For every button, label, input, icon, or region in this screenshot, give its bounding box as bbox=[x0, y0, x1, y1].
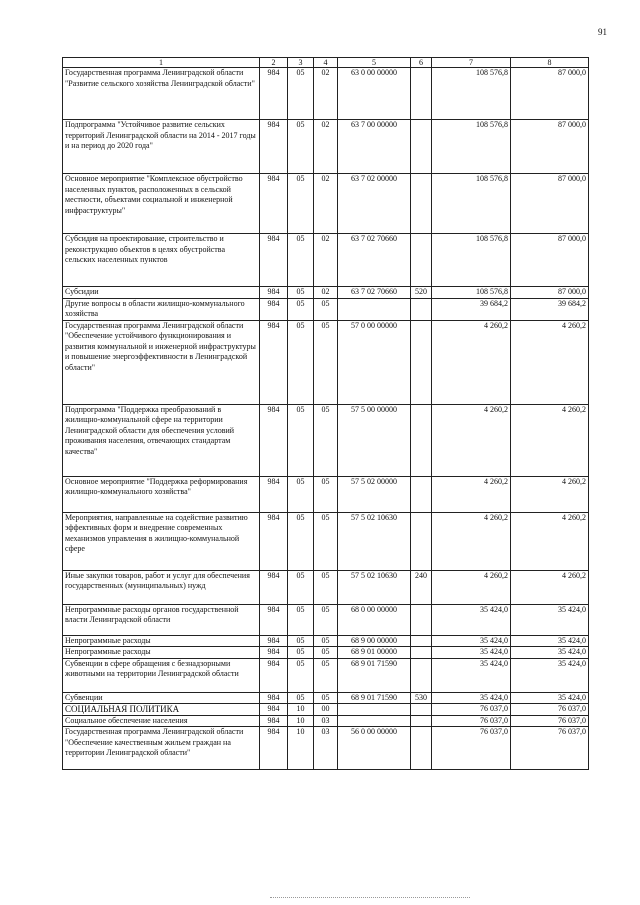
table-row bbox=[63, 120, 589, 174]
subsection-code-cell: 05 bbox=[314, 604, 338, 635]
table-row bbox=[63, 404, 589, 476]
row-name-cell: Мероприятия, направленные на содействие развитию эффективных форм и внедрение современных механизмов управления в жилищно-коммунальной сфере bbox=[63, 512, 260, 570]
section-code-cell: 05 bbox=[288, 320, 314, 404]
amount-year2-cell: 87 000,0 bbox=[511, 287, 589, 299]
amount-year1-cell: 4 260,2 bbox=[432, 570, 511, 604]
expense-type-cell bbox=[411, 647, 432, 659]
expense-type-cell bbox=[411, 512, 432, 570]
amount-year2-cell: 4 260,2 bbox=[511, 404, 589, 476]
expense-type-cell bbox=[411, 404, 432, 476]
section-code-cell: 05 bbox=[288, 658, 314, 692]
table-row bbox=[63, 68, 589, 120]
target-article-cell: 68 9 01 71590 bbox=[338, 692, 411, 704]
amount-year2-cell: 87 000,0 bbox=[511, 68, 589, 120]
target-article-cell: 57 5 02 00000 bbox=[338, 476, 411, 512]
ministry-code-cell: 984 bbox=[260, 647, 288, 659]
row-name-cell: Субсидия на проектирование, строительство и реконструкцию объектов в целях обустройства сельских населенных пунктов bbox=[63, 234, 260, 287]
table-row bbox=[63, 715, 589, 727]
row-name-cell: Подпрограмма "Поддержка преобразований в жилищно-коммунальной сфере на территории Ленинградской области для обеспечения условий проживания населения, отвечающих стандартам качества" bbox=[63, 404, 260, 476]
amount-year2-cell: 35 424,0 bbox=[511, 604, 589, 635]
section-code-cell: 10 bbox=[288, 715, 314, 727]
expense-type-cell bbox=[411, 234, 432, 287]
target-article-cell: 63 7 02 00000 bbox=[338, 174, 411, 234]
row-name-cell: Субсидии bbox=[63, 287, 260, 299]
expense-type-cell: 520 bbox=[411, 287, 432, 299]
amount-year1-cell: 108 576,8 bbox=[432, 174, 511, 234]
subsection-code-cell: 02 bbox=[314, 234, 338, 287]
col-header: 4 bbox=[314, 58, 338, 68]
expense-type-cell bbox=[411, 68, 432, 120]
amount-year1-cell: 4 260,2 bbox=[432, 320, 511, 404]
col-header: 7 bbox=[432, 58, 511, 68]
section-code-cell: 10 bbox=[288, 704, 314, 716]
amount-year2-cell: 39 684,2 bbox=[511, 298, 589, 320]
table-row bbox=[63, 570, 589, 604]
target-article-cell: 63 7 00 00000 bbox=[338, 120, 411, 174]
target-article-cell: 63 7 02 70660 bbox=[338, 234, 411, 287]
ministry-code-cell: 984 bbox=[260, 298, 288, 320]
amount-year1-cell: 39 684,2 bbox=[432, 298, 511, 320]
section-code-cell: 05 bbox=[288, 404, 314, 476]
table-row bbox=[63, 658, 589, 692]
amount-year1-cell: 108 576,8 bbox=[432, 68, 511, 120]
amount-year1-cell: 108 576,8 bbox=[432, 234, 511, 287]
subsection-code-cell: 05 bbox=[314, 658, 338, 692]
amount-year1-cell: 108 576,8 bbox=[432, 287, 511, 299]
amount-year2-cell: 35 424,0 bbox=[511, 647, 589, 659]
target-article-cell bbox=[338, 715, 411, 727]
amount-year1-cell: 4 260,2 bbox=[432, 512, 511, 570]
header-row bbox=[63, 58, 589, 68]
section-code-cell: 05 bbox=[288, 570, 314, 604]
subsection-code-cell: 02 bbox=[314, 120, 338, 174]
ministry-code-cell: 984 bbox=[260, 120, 288, 174]
ministry-code-cell: 984 bbox=[260, 692, 288, 704]
amount-year2-cell: 76 037,0 bbox=[511, 704, 589, 716]
target-article-cell: 68 9 01 00000 bbox=[338, 647, 411, 659]
section-code-cell: 05 bbox=[288, 120, 314, 174]
amount-year1-cell: 4 260,2 bbox=[432, 404, 511, 476]
expense-type-cell bbox=[411, 120, 432, 174]
table-row bbox=[63, 287, 589, 299]
subsection-code-cell: 00 bbox=[314, 704, 338, 716]
target-article-cell: 63 7 02 70660 bbox=[338, 287, 411, 299]
ministry-code-cell: 984 bbox=[260, 570, 288, 604]
budget-table bbox=[62, 57, 589, 770]
col-header: 8 bbox=[511, 58, 589, 68]
col-header: 3 bbox=[288, 58, 314, 68]
target-article-cell: 57 5 00 00000 bbox=[338, 404, 411, 476]
row-name-cell: Субвенции bbox=[63, 692, 260, 704]
section-code-cell: 05 bbox=[288, 476, 314, 512]
subsection-code-cell: 03 bbox=[314, 727, 338, 770]
col-header: 2 bbox=[260, 58, 288, 68]
row-name-cell: Непрограммные расходы bbox=[63, 635, 260, 647]
row-name-cell: Государственная программа Ленинградской области "Обеспечение устойчивого функционирования и развития коммунальной и инженерной инфраструктуры и повышение энергоэффективности в Ленинградской области" bbox=[63, 320, 260, 404]
amount-year2-cell: 35 424,0 bbox=[511, 658, 589, 692]
table-row bbox=[63, 234, 589, 287]
section-code-cell: 05 bbox=[288, 635, 314, 647]
ministry-code-cell: 984 bbox=[260, 476, 288, 512]
amount-year2-cell: 87 000,0 bbox=[511, 120, 589, 174]
amount-year1-cell: 35 424,0 bbox=[432, 647, 511, 659]
amount-year1-cell: 4 260,2 bbox=[432, 476, 511, 512]
row-name-cell: Государственная программа Ленинградской области "Обеспечение качественным жильем граждан на территории Ленинградской области" bbox=[63, 727, 260, 770]
target-article-cell: 57 5 02 10630 bbox=[338, 512, 411, 570]
section-code-cell: 05 bbox=[288, 174, 314, 234]
expense-type-cell bbox=[411, 658, 432, 692]
ministry-code-cell: 984 bbox=[260, 68, 288, 120]
ministry-code-cell: 984 bbox=[260, 404, 288, 476]
amount-year2-cell: 87 000,0 bbox=[511, 234, 589, 287]
subsection-code-cell: 05 bbox=[314, 647, 338, 659]
row-name-cell: Субвенции в сфере обращения с безнадзорными животными на территории Ленинградской области bbox=[63, 658, 260, 692]
amount-year2-cell: 87 000,0 bbox=[511, 174, 589, 234]
target-article-cell: 56 0 00 00000 bbox=[338, 727, 411, 770]
section-code-cell: 05 bbox=[288, 68, 314, 120]
col-header: 1 bbox=[63, 58, 260, 68]
section-code-cell: 05 bbox=[288, 512, 314, 570]
table-row bbox=[63, 512, 589, 570]
amount-year1-cell: 35 424,0 bbox=[432, 604, 511, 635]
amount-year2-cell: 35 424,0 bbox=[511, 692, 589, 704]
col-header: 6 bbox=[411, 58, 432, 68]
target-article-cell: 63 0 00 00000 bbox=[338, 68, 411, 120]
ministry-code-cell: 984 bbox=[260, 512, 288, 570]
section-code-cell: 05 bbox=[288, 287, 314, 299]
amount-year1-cell: 35 424,0 bbox=[432, 658, 511, 692]
table-row bbox=[63, 635, 589, 647]
ministry-code-cell: 984 bbox=[260, 704, 288, 716]
amount-year2-cell: 4 260,2 bbox=[511, 320, 589, 404]
subsection-code-cell: 05 bbox=[314, 512, 338, 570]
page-number: 91 bbox=[598, 27, 607, 37]
ministry-code-cell: 984 bbox=[260, 715, 288, 727]
table-row bbox=[63, 476, 589, 512]
expense-type-cell bbox=[411, 635, 432, 647]
expense-type-cell bbox=[411, 320, 432, 404]
amount-year1-cell: 35 424,0 bbox=[432, 635, 511, 647]
row-name-cell: Непрограммные расходы органов государственной власти Ленинградской области bbox=[63, 604, 260, 635]
subsection-code-cell: 02 bbox=[314, 68, 338, 120]
table-row bbox=[63, 320, 589, 404]
ministry-code-cell: 984 bbox=[260, 635, 288, 647]
section-code-cell: 05 bbox=[288, 647, 314, 659]
ministry-code-cell: 984 bbox=[260, 234, 288, 287]
subsection-code-cell: 02 bbox=[314, 174, 338, 234]
target-article-cell bbox=[338, 298, 411, 320]
subsection-code-cell: 03 bbox=[314, 715, 338, 727]
subsection-code-cell: 05 bbox=[314, 635, 338, 647]
amount-year2-cell: 4 260,2 bbox=[511, 570, 589, 604]
target-article-cell: 68 0 00 00000 bbox=[338, 604, 411, 635]
ministry-code-cell: 984 bbox=[260, 604, 288, 635]
table-row bbox=[63, 692, 589, 704]
section-code-cell: 10 bbox=[288, 727, 314, 770]
amount-year1-cell: 108 576,8 bbox=[432, 120, 511, 174]
row-name-cell: Основное мероприятие "Комплексное обустройство населенных пунктов, расположенных в сельской местности, объектами социальной и инженерной инфраструктуры" bbox=[63, 174, 260, 234]
table-row bbox=[63, 727, 589, 770]
expense-type-cell bbox=[411, 604, 432, 635]
amount-year1-cell: 76 037,0 bbox=[432, 715, 511, 727]
subsection-code-cell: 02 bbox=[314, 287, 338, 299]
row-name-cell: Социальное обеспечение населения bbox=[63, 715, 260, 727]
expense-type-cell: 240 bbox=[411, 570, 432, 604]
target-article-cell: 68 9 01 71590 bbox=[338, 658, 411, 692]
table-row bbox=[63, 647, 589, 659]
table-row bbox=[63, 604, 589, 635]
section-code-cell: 05 bbox=[288, 604, 314, 635]
col-header: 5 bbox=[338, 58, 411, 68]
ministry-code-cell: 984 bbox=[260, 320, 288, 404]
expense-type-cell bbox=[411, 174, 432, 234]
subsection-code-cell: 05 bbox=[314, 298, 338, 320]
subsection-code-cell: 05 bbox=[314, 404, 338, 476]
subsection-code-cell: 05 bbox=[314, 692, 338, 704]
ministry-code-cell: 984 bbox=[260, 174, 288, 234]
amount-year2-cell: 35 424,0 bbox=[511, 635, 589, 647]
row-name-cell: СОЦИАЛЬНАЯ ПОЛИТИКА bbox=[63, 704, 260, 716]
subsection-code-cell: 05 bbox=[314, 320, 338, 404]
target-article-cell bbox=[338, 704, 411, 716]
table-row bbox=[63, 298, 589, 320]
target-article-cell: 68 9 00 00000 bbox=[338, 635, 411, 647]
scan-artifact-line bbox=[270, 897, 470, 899]
target-article-cell: 57 5 02 10630 bbox=[338, 570, 411, 604]
subsection-code-cell: 05 bbox=[314, 570, 338, 604]
section-code-cell: 05 bbox=[288, 234, 314, 287]
table-row bbox=[63, 704, 589, 716]
expense-type-cell: 530 bbox=[411, 692, 432, 704]
table-row bbox=[63, 174, 589, 234]
row-name-cell: Иные закупки товаров, работ и услуг для обеспечения государственных (муниципальных) нужд bbox=[63, 570, 260, 604]
subsection-code-cell: 05 bbox=[314, 476, 338, 512]
amount-year1-cell: 35 424,0 bbox=[432, 692, 511, 704]
amount-year2-cell: 76 037,0 bbox=[511, 727, 589, 770]
expense-type-cell bbox=[411, 298, 432, 320]
section-code-cell: 05 bbox=[288, 298, 314, 320]
ministry-code-cell: 984 bbox=[260, 658, 288, 692]
row-name-cell: Основное мероприятие "Поддержка реформирования жилищно-коммунального хозяйства" bbox=[63, 476, 260, 512]
amount-year2-cell: 4 260,2 bbox=[511, 512, 589, 570]
row-name-cell: Другие вопросы в области жилищно-коммунального хозяйства bbox=[63, 298, 260, 320]
expense-type-cell bbox=[411, 476, 432, 512]
row-name-cell: Подпрограмма "Устойчивое развитие сельских территорий Ленинградской области на 2014 - 2017 годы и на период до 2020 года" bbox=[63, 120, 260, 174]
amount-year2-cell: 4 260,2 bbox=[511, 476, 589, 512]
expense-type-cell bbox=[411, 715, 432, 727]
amount-year1-cell: 76 037,0 bbox=[432, 727, 511, 770]
expense-type-cell bbox=[411, 727, 432, 770]
row-name-cell: Непрограммные расходы bbox=[63, 647, 260, 659]
target-article-cell: 57 0 00 00000 bbox=[338, 320, 411, 404]
amount-year1-cell: 76 037,0 bbox=[432, 704, 511, 716]
row-name-cell: Государственная программа Ленинградской области "Развитие сельского хозяйства Ленинградской области" bbox=[63, 68, 260, 120]
ministry-code-cell: 984 bbox=[260, 727, 288, 770]
section-code-cell: 05 bbox=[288, 692, 314, 704]
ministry-code-cell: 984 bbox=[260, 287, 288, 299]
amount-year2-cell: 76 037,0 bbox=[511, 715, 589, 727]
expense-type-cell bbox=[411, 704, 432, 716]
